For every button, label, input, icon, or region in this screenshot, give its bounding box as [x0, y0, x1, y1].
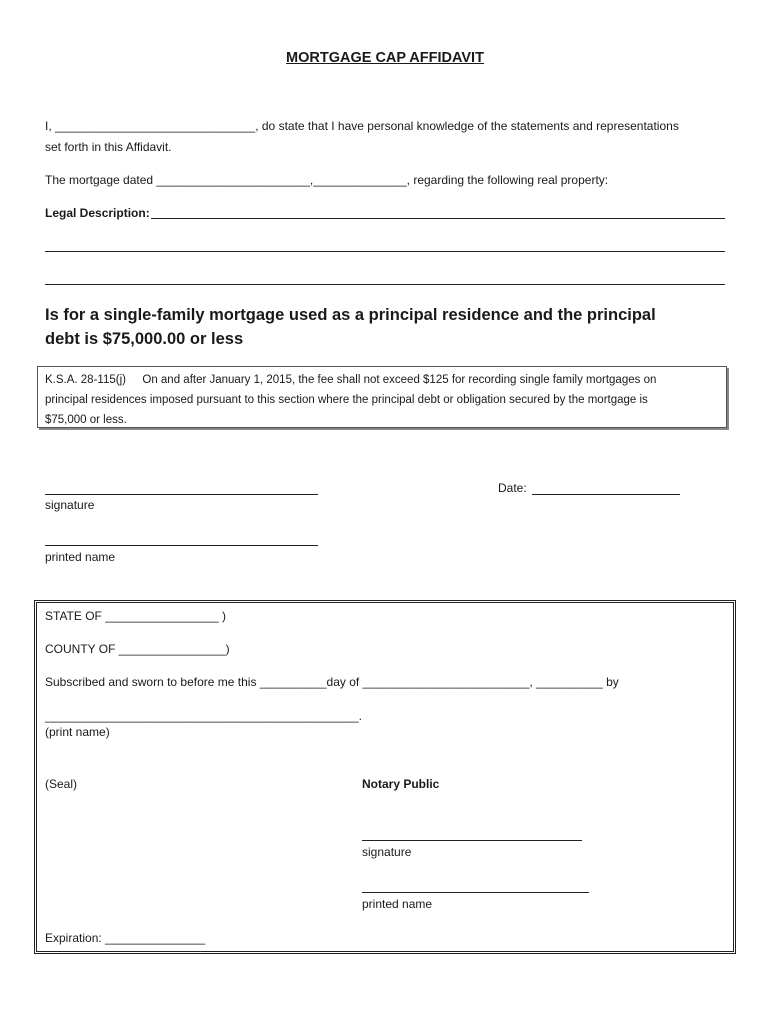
- ksa-text-line-2: principal residences imposed pursuant to this section where the principal debt or obligation secured by the mortgage is: [45, 394, 648, 406]
- ksa-reference: K.S.A. 28-115(j): [45, 374, 126, 386]
- signature-label: signature: [45, 498, 95, 512]
- date-label: Date:: [498, 481, 527, 495]
- ksa-text-line-1: On and after January 1, 2015, the fee shall not exceed $125 for recording single family mortgages on: [142, 374, 657, 386]
- seal-label: (Seal): [45, 777, 78, 791]
- ksa-text-line-3: $75,000 or less.: [45, 414, 127, 426]
- ksa-statute-box: [37, 366, 727, 428]
- print-name-label: (print name): [45, 725, 110, 739]
- signature-line[interactable]: [45, 494, 318, 495]
- notary-signature-line[interactable]: [362, 840, 582, 841]
- notary-signature-label: signature: [362, 845, 412, 859]
- notary-public-label: Notary Public: [362, 777, 440, 791]
- legal-description-line-1[interactable]: [151, 218, 725, 219]
- intro-line-2: set forth in this Affidavit.: [45, 140, 172, 154]
- intro-line-1: I, ______________________________, do state that I have personal knowledge of the statements and representations: [45, 119, 679, 133]
- subscribed-sworn-line: Subscribed and sworn to before me this __________day of _________________________, __________ by: [45, 675, 619, 689]
- principal-residence-statement: Is for a single-family mortgage used as a principal residence and the principal debt is $75,000.00 or less: [45, 306, 656, 348]
- legal-description-line-3[interactable]: [45, 284, 725, 285]
- notary-printed-name-line[interactable]: [362, 892, 589, 893]
- expiration-line: Expiration: _______________: [45, 931, 206, 945]
- mortgage-dated-line: The mortgage dated _______________________,______________, regarding the following real property:: [45, 173, 609, 187]
- notary-name-blank: _______________________________________________.: [45, 709, 363, 723]
- page-title: MORTGAGE CAP AFFIDAVIT: [286, 50, 484, 66]
- legal-description-label: Legal Description:: [45, 206, 150, 220]
- notary-printed-name-label: printed name: [362, 897, 433, 911]
- printed-name-line[interactable]: [45, 545, 318, 546]
- state-of-line: STATE OF _________________ ): [45, 609, 227, 623]
- county-of-line: COUNTY OF ________________): [45, 642, 230, 656]
- legal-description-line-2[interactable]: [45, 251, 725, 252]
- date-line[interactable]: [532, 494, 680, 495]
- printed-name-label: printed name: [45, 550, 116, 564]
